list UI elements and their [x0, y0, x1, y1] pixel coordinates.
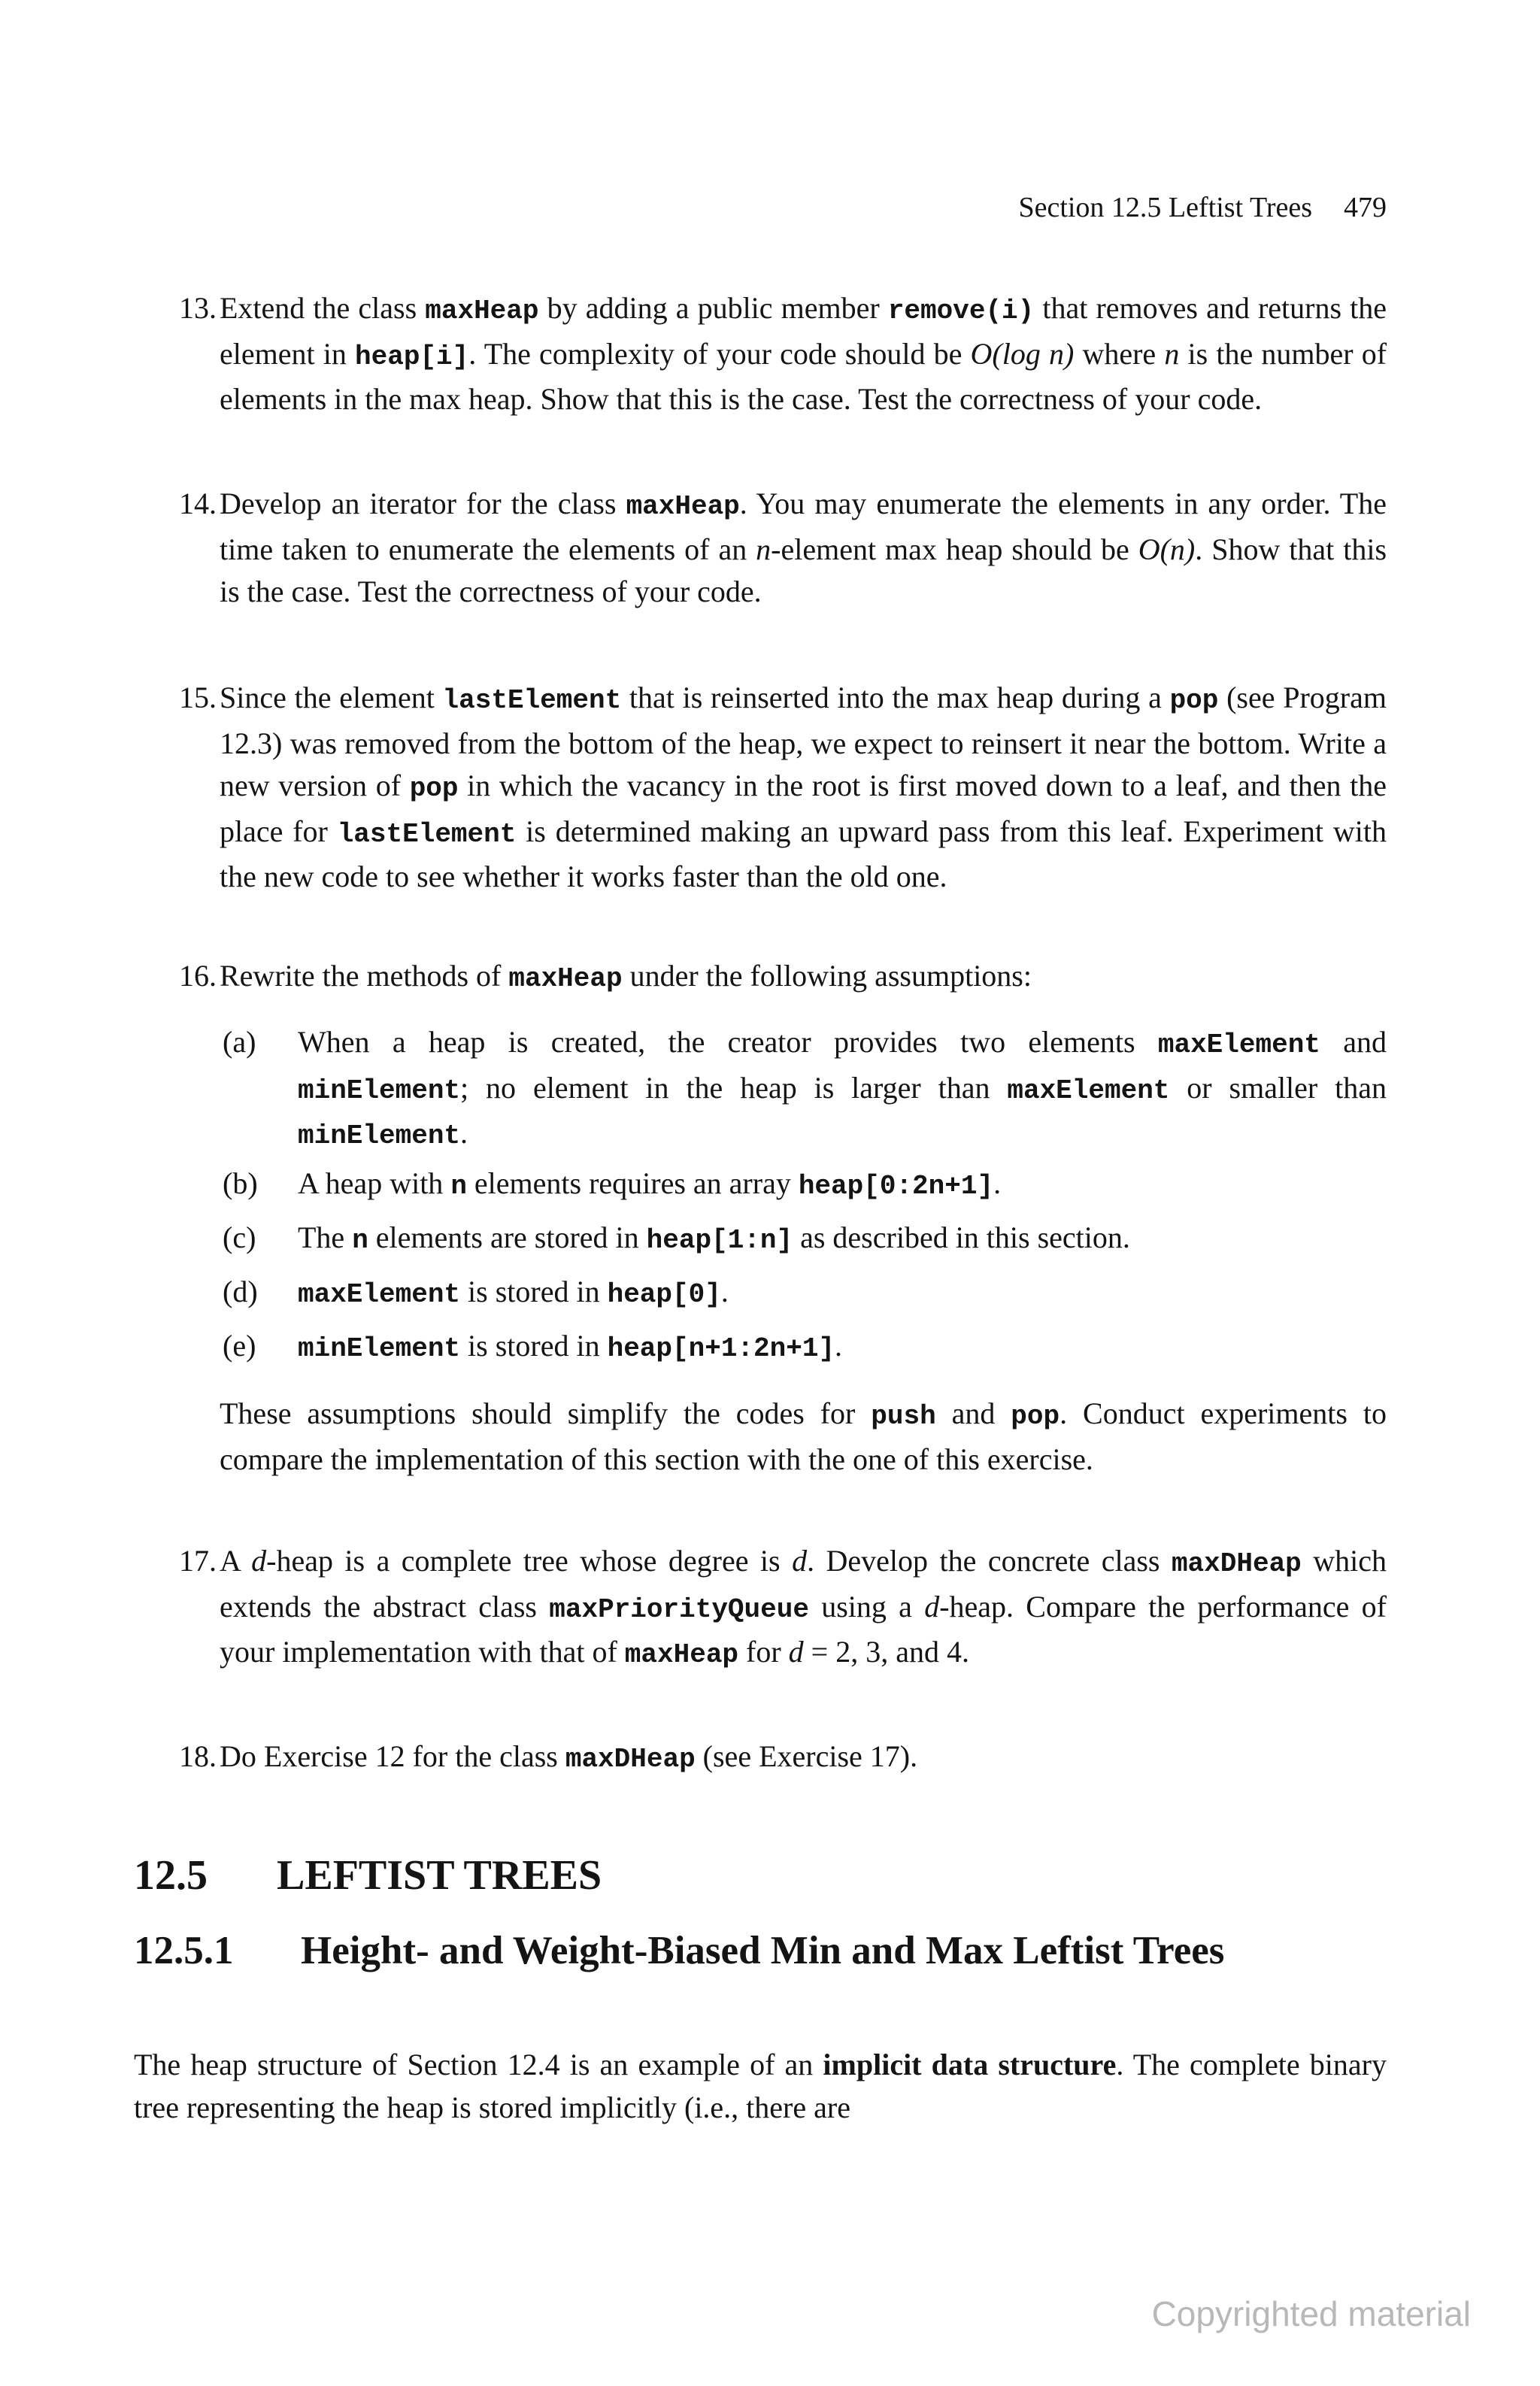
list-item-a [223, 1021, 1387, 1158]
exercise-text: Extend the class maxHeap by adding a public member remove(i) that removes and returns the element in heap[i]. The complexity of your code should be O(log n) where n is the number of elements in the max heap. Show that this is the case. Test the correctness of your code. [220, 291, 1387, 416]
running-header [1018, 191, 1387, 224]
list-item-b [223, 1163, 1387, 1208]
list-label: (e) [223, 1329, 256, 1363]
code-term: maxHeap [626, 491, 740, 522]
code-term: minElement [298, 1333, 461, 1364]
section-title: LEFTIST TREES [277, 1852, 602, 1899]
code-term: pop [1011, 1401, 1060, 1432]
code-term: lastElement [337, 818, 517, 850]
exercise-number: 17. [179, 1544, 217, 1578]
math-term: d [788, 1635, 804, 1669]
exercise-text: Since the element lastElement that is reinserted into the max heap during a pop (see Program 12.3) was removed from the bottom of the heap, we expect to reinsert it near the bottom. Write a new version of pop in which the vacancy in the root is first moved down to a leaf, and then the place for lastElement is determined making an upward pass from this leaf. Experiment with the new code to see whether it works faster than the old one. [220, 681, 1387, 893]
subsection-heading [134, 1928, 1224, 1973]
code-term: heap[i] [355, 341, 469, 372]
code-term: push [871, 1401, 936, 1432]
code-term: maxHeap [425, 296, 539, 326]
code-term: remove(i) [887, 296, 1035, 326]
list-text: maxElement is stored in heap[0]. [298, 1275, 729, 1310]
list-item-c [223, 1217, 1387, 1263]
exercise-number: 16. [179, 959, 217, 993]
code-term: maxDHeap [1171, 1548, 1302, 1579]
exercise-text: Do Exercise 12 for the class maxDHeap (see Exercise 17). [220, 1739, 918, 1775]
math-term: d [251, 1544, 267, 1578]
list-item-e [223, 1325, 1387, 1371]
exercise-text: A d-heap is a complete tree whose degree is d. Develop the concrete class maxDHeap which extends the abstract class maxPriorityQueue using a d-heap. Compare the performance of your implementation with that of maxHeap for d = 2, 3, and 4. [220, 1544, 1387, 1670]
math-term: O(n) [1138, 532, 1196, 566]
code-term: maxHeap [508, 963, 623, 994]
code-term: maxElement [298, 1279, 461, 1310]
subsection-number: 12.5.1 [134, 1929, 234, 1972]
exercise-16-note: These assumptions should simplify the codes for push and pop. Conduct experiments to compare the implementation of this section with the one of this exercise. [220, 1396, 1387, 1476]
list-text: minElement is stored in heap[n+1:2n+1]. [298, 1329, 843, 1364]
exercise-number: 13. [179, 291, 217, 325]
exercise-15 [153, 677, 1387, 899]
header-section-title: Section 12.5 Leftist Trees [1018, 192, 1312, 223]
page-number: 479 [1344, 192, 1387, 223]
math-term: n [756, 532, 772, 566]
code-term: heap[0] [607, 1279, 721, 1310]
exercise-number: 14. [179, 487, 217, 520]
code-term: maxDHeap [565, 1744, 696, 1775]
list-text: When a heap is created, the creator provides two elements maxElement and minElement; no element in the heap is larger than maxElement or smaller than minElement. [298, 1025, 1387, 1151]
code-term: heap[n+1:2n+1] [607, 1333, 835, 1364]
exercise-13 [153, 287, 1387, 421]
subsection-title: Height- and Weight-Biased Min and Max Leftist Trees [301, 1929, 1225, 1972]
copyright-watermark: Copyrighted material [1151, 2294, 1471, 2333]
exercise-14 [153, 483, 1387, 614]
code-term: n [450, 1171, 467, 1202]
exercise-16 [153, 955, 1387, 1001]
key-term: implicit data structure [823, 2048, 1117, 2081]
exercise-number: 18. [179, 1739, 217, 1773]
section-number: 12.5 [134, 1852, 208, 1899]
list-label: (c) [223, 1220, 256, 1254]
list-text: A heap with n elements requires an array heap[0:2n+1]. [298, 1166, 1002, 1202]
code-term: heap[0:2n+1] [798, 1171, 994, 1202]
code-term: pop [409, 773, 459, 804]
list-text: The n elements are stored in heap[1:n] as described in this section. [298, 1220, 1130, 1256]
code-term: heap[1:n] [646, 1225, 793, 1256]
section-heading [134, 1851, 602, 1899]
list-label: (a) [223, 1025, 256, 1059]
exercise-text: Develop an iterator for the class maxHeap. You may enumerate the elements in any order. The time taken to enumerate the elements of an n-element max heap should be O(n). Show that this is the case. Test the correctness of your code. [220, 487, 1387, 608]
code-term: maxElement [1007, 1075, 1170, 1106]
list-item-d [223, 1271, 1387, 1317]
code-term: minElement [298, 1120, 461, 1151]
exercise-17 [153, 1540, 1387, 1677]
code-term: maxElement [1157, 1029, 1320, 1060]
exercise-18 [153, 1736, 1387, 1781]
math-term: O(log n) [970, 336, 1075, 371]
exercise-text: Rewrite the methods of maxHeap under the following assumptions: [220, 959, 1032, 994]
code-term: pop [1169, 685, 1219, 716]
list-label: (b) [223, 1166, 258, 1200]
code-term: maxHeap [624, 1639, 739, 1670]
exercise-number: 15. [179, 681, 217, 714]
code-term: lastElement [442, 685, 622, 716]
math-term: d [924, 1589, 940, 1624]
intro-paragraph: The heap structure of Section 12.4 is an example of an implicit data structure. The complete binary tree representing the heap is stored implicitly (i.e., there are [134, 2048, 1387, 2124]
code-term: maxPriorityQueue [549, 1593, 809, 1625]
math-term: d [792, 1544, 808, 1578]
code-term: minElement [298, 1075, 461, 1106]
math-term: n [1164, 336, 1180, 371]
code-term: n [352, 1225, 368, 1256]
list-label: (d) [223, 1275, 258, 1308]
